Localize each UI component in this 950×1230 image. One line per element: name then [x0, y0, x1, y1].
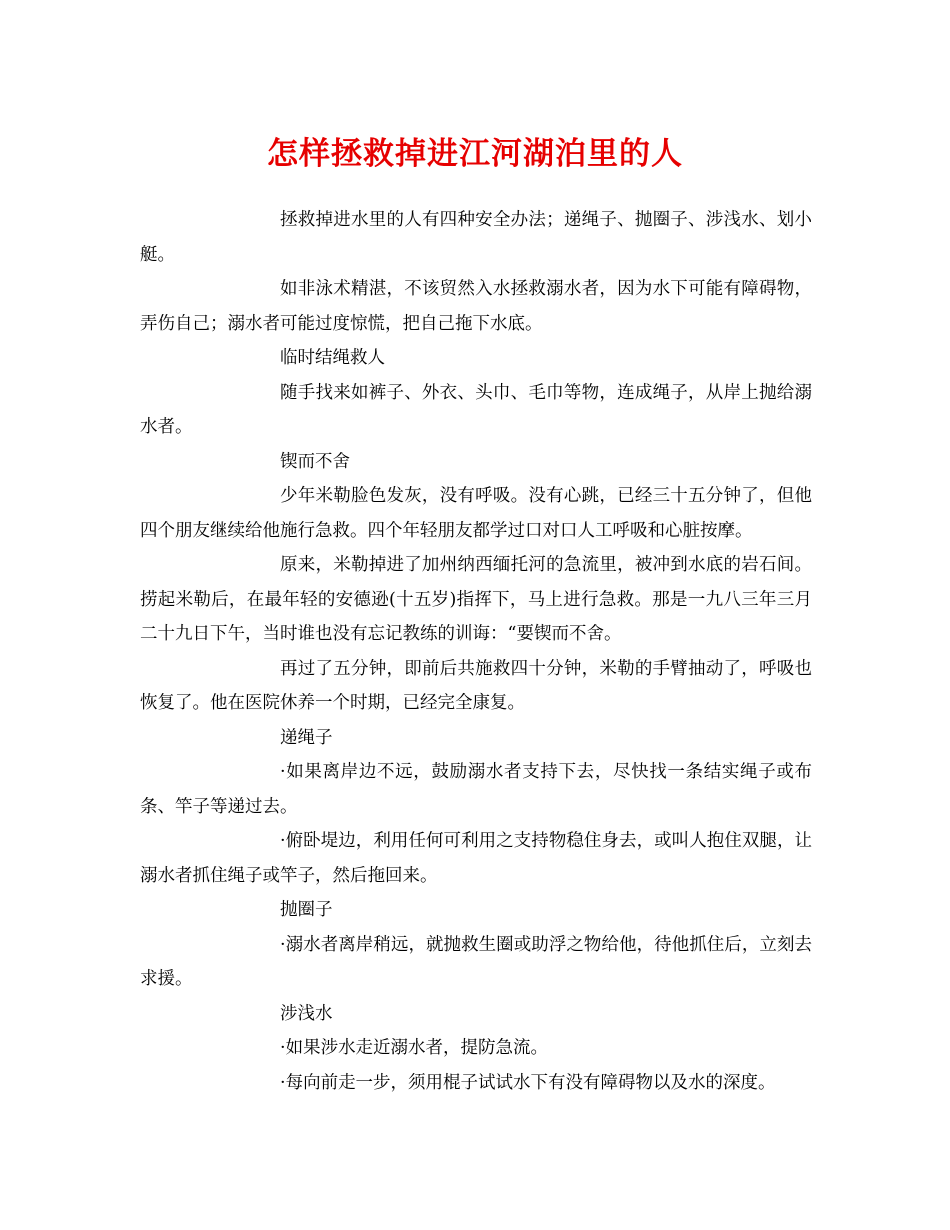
section-heading-throw-ring: 抛圈子 [280, 900, 333, 920]
paragraph-temporary-rope: 随手找来如裤子、外衣、头巾、毛巾等物，连成绳子，从岸上抛给溺水者。 [140, 382, 812, 437]
bullet-pass-rope-2: ·俯卧堤边，利用任何可利用之支持物稳住身去，或叫人抱住双腿，让溺水者抓住绳子或竿子，然后拖回来。 [140, 831, 812, 886]
section-heading-temporary-rope: 临时结绳救人 [280, 348, 385, 368]
page-title: 怎样拯救掉进江河湖泊里的人 [267, 136, 683, 172]
bullet-wade-2: ·每向前走一步，须用棍子试试水下有没有障碍物以及水的深度。 [280, 1072, 776, 1093]
bullet-throw-ring: ·溺水者离岸稍远，就抛救生圈或助浮之物给他，待他抓住后，立刻去求援。 [140, 934, 812, 989]
section-heading-wade: 涉浅水 [280, 1003, 333, 1024]
paragraph-miller-2: 原来，米勒掉进了加州纳西缅托河的急流里，被冲到水底的岩石间。捞起米勒后，在最年轻的安德逊(十五岁)指挥下，马上进行急救。那是一九八三年三月二十九日下午，当时谁也没有忘记教练的训诲：“要锲而不舍。 [140, 555, 812, 644]
document-body [140, 203, 812, 1100]
paragraph-intro: 拯救掉进水里的人有四种安全办法；递绳子、抛圈子、涉浅水、划小艇。 [140, 210, 812, 265]
bullet-pass-rope-1: ·如果离岸边不远，鼓励溺水者支持下去，尽快找一条结实绳子或布条、竿子等递过去。 [140, 762, 812, 817]
section-heading-persistence: 锲而不舍 [280, 451, 350, 472]
paragraph-miller-3: 再过了五分钟，即前后共施救四十分钟，米勒的手臂抽动了，呼吸也恢复了。他在医院休养一个时期，已经完全康复。 [140, 658, 812, 713]
section-heading-pass-rope: 递绳子 [280, 727, 333, 748]
paragraph-miller-1: 少年米勒脸色发灰，没有呼吸。没有心跳，已经三十五分钟了，但他四个朋友继续给他施行急救。四个年轻朋友都学过口对口人工呼吸和心脏按摩。 [140, 486, 812, 541]
paragraph-warning: 如非泳术精湛，不该贸然入水拯救溺水者，因为水下可能有障碍物，弄伤自己；溺水者可能过度惊慌，把自己拖下水底。 [140, 279, 812, 334]
bullet-wade-1: ·如果涉水走近溺水者，提防急流。 [280, 1038, 549, 1058]
